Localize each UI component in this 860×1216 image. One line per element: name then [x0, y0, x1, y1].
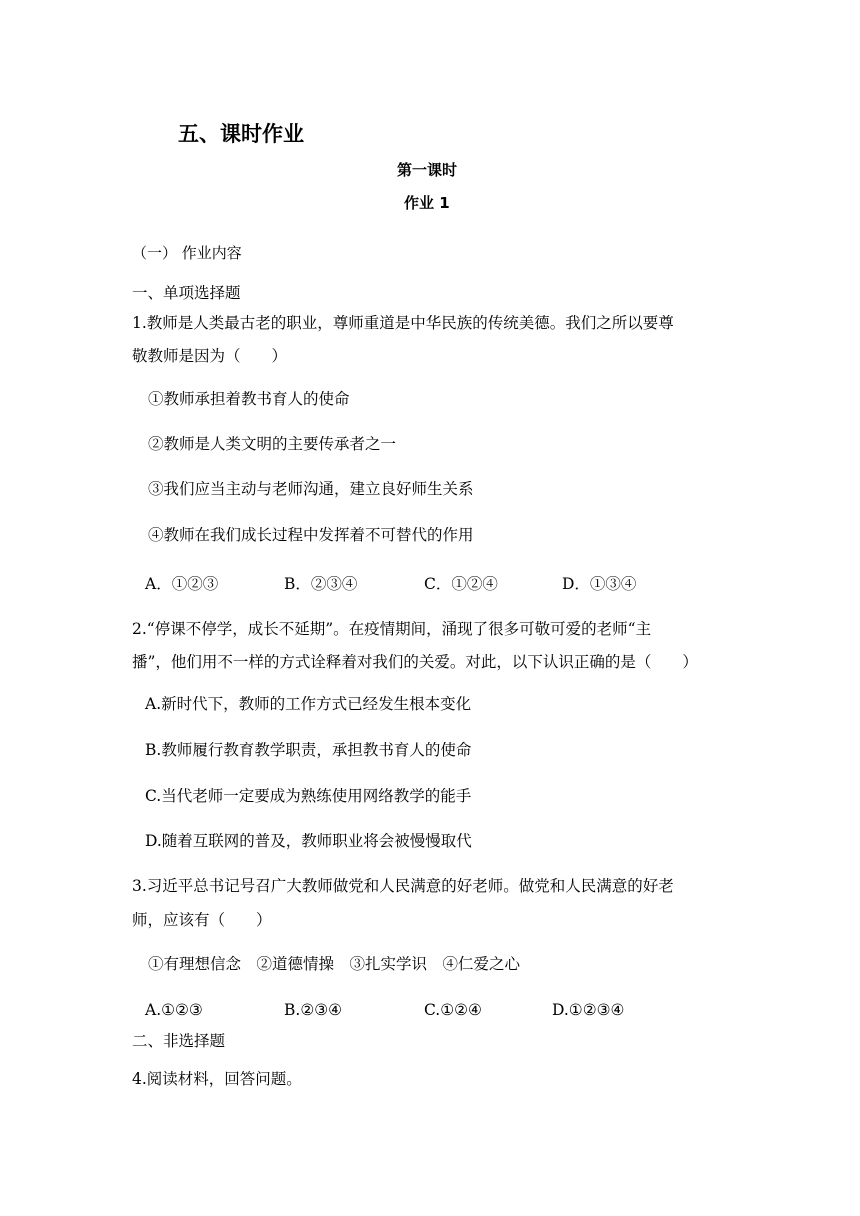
- q1-answer-a: A．①②③: [145, 575, 219, 593]
- assignment-title: 作业 1: [404, 194, 450, 212]
- q1-option-1: ①教师承担着教书育人的使命: [148, 390, 350, 408]
- part-one-heading: 一、单项选择题: [132, 284, 241, 302]
- q1-answer-d: D．①③④: [562, 575, 637, 593]
- q2-line1: 2.“停课不停学，成长不延期”。在疫情期间，涌现了很多可敬可爱的老师“主: [132, 620, 652, 638]
- q2-line2: 播”，他们用不一样的方式诠释着对我们的关爱。对此，以下认识正确的是（ ）: [132, 653, 698, 671]
- q3-items: ①有理想信念 ②道德情操 ③扎实学识 ④仁爱之心: [148, 955, 521, 973]
- q1-line2: 敬教师是因为（ ）: [132, 347, 288, 365]
- q1-answer-b: B．②③④: [284, 575, 358, 593]
- q2-option-a: A.新时代下，教师的工作方式已经发生根本变化: [145, 695, 472, 713]
- q3-answer-d: D.①②③④: [552, 1001, 625, 1019]
- q3-answer-c: C.①②④: [424, 1001, 482, 1019]
- q2-option-c: C.当代老师一定要成为熟练使用网络教学的能手: [145, 787, 472, 805]
- q1-answer-c: C．①②④: [424, 575, 498, 593]
- q4-line: 4.阅读材料，回答问题。: [132, 1070, 302, 1088]
- section-heading: 五、课时作业: [178, 122, 304, 146]
- q1-option-2: ②教师是人类文明的主要传承者之一: [148, 435, 397, 453]
- section-label: （一） 作业内容: [132, 244, 242, 262]
- q2-option-d: D.随着互联网的普及，教师职业将会被慢慢取代: [145, 832, 472, 850]
- part-two-heading: 二、非选择题: [132, 1032, 226, 1050]
- q3-answer-a: A.①②③: [145, 1001, 203, 1019]
- q2-option-b: B.教师履行教育教学职责，承担教书育人的使命: [145, 741, 472, 759]
- lesson-title: 第一课时: [397, 161, 458, 179]
- q3-line2: 师，应该有（ ）: [132, 911, 272, 929]
- q3-answer-b: B.②③④: [284, 1001, 343, 1019]
- q1-option-3: ③我们应当主动与老师沟通，建立良好师生关系: [148, 480, 474, 498]
- q1-line1: 1.教师是人类最古老的职业，尊师重道是中华民族的传统美德。我们之所以要尊: [132, 314, 674, 332]
- q3-line1: 3.习近平总书记号召广大教师做党和人民满意的好老师。做党和人民满意的好老: [132, 877, 674, 895]
- q1-option-4: ④教师在我们成长过程中发挥着不可替代的作用: [148, 526, 474, 544]
